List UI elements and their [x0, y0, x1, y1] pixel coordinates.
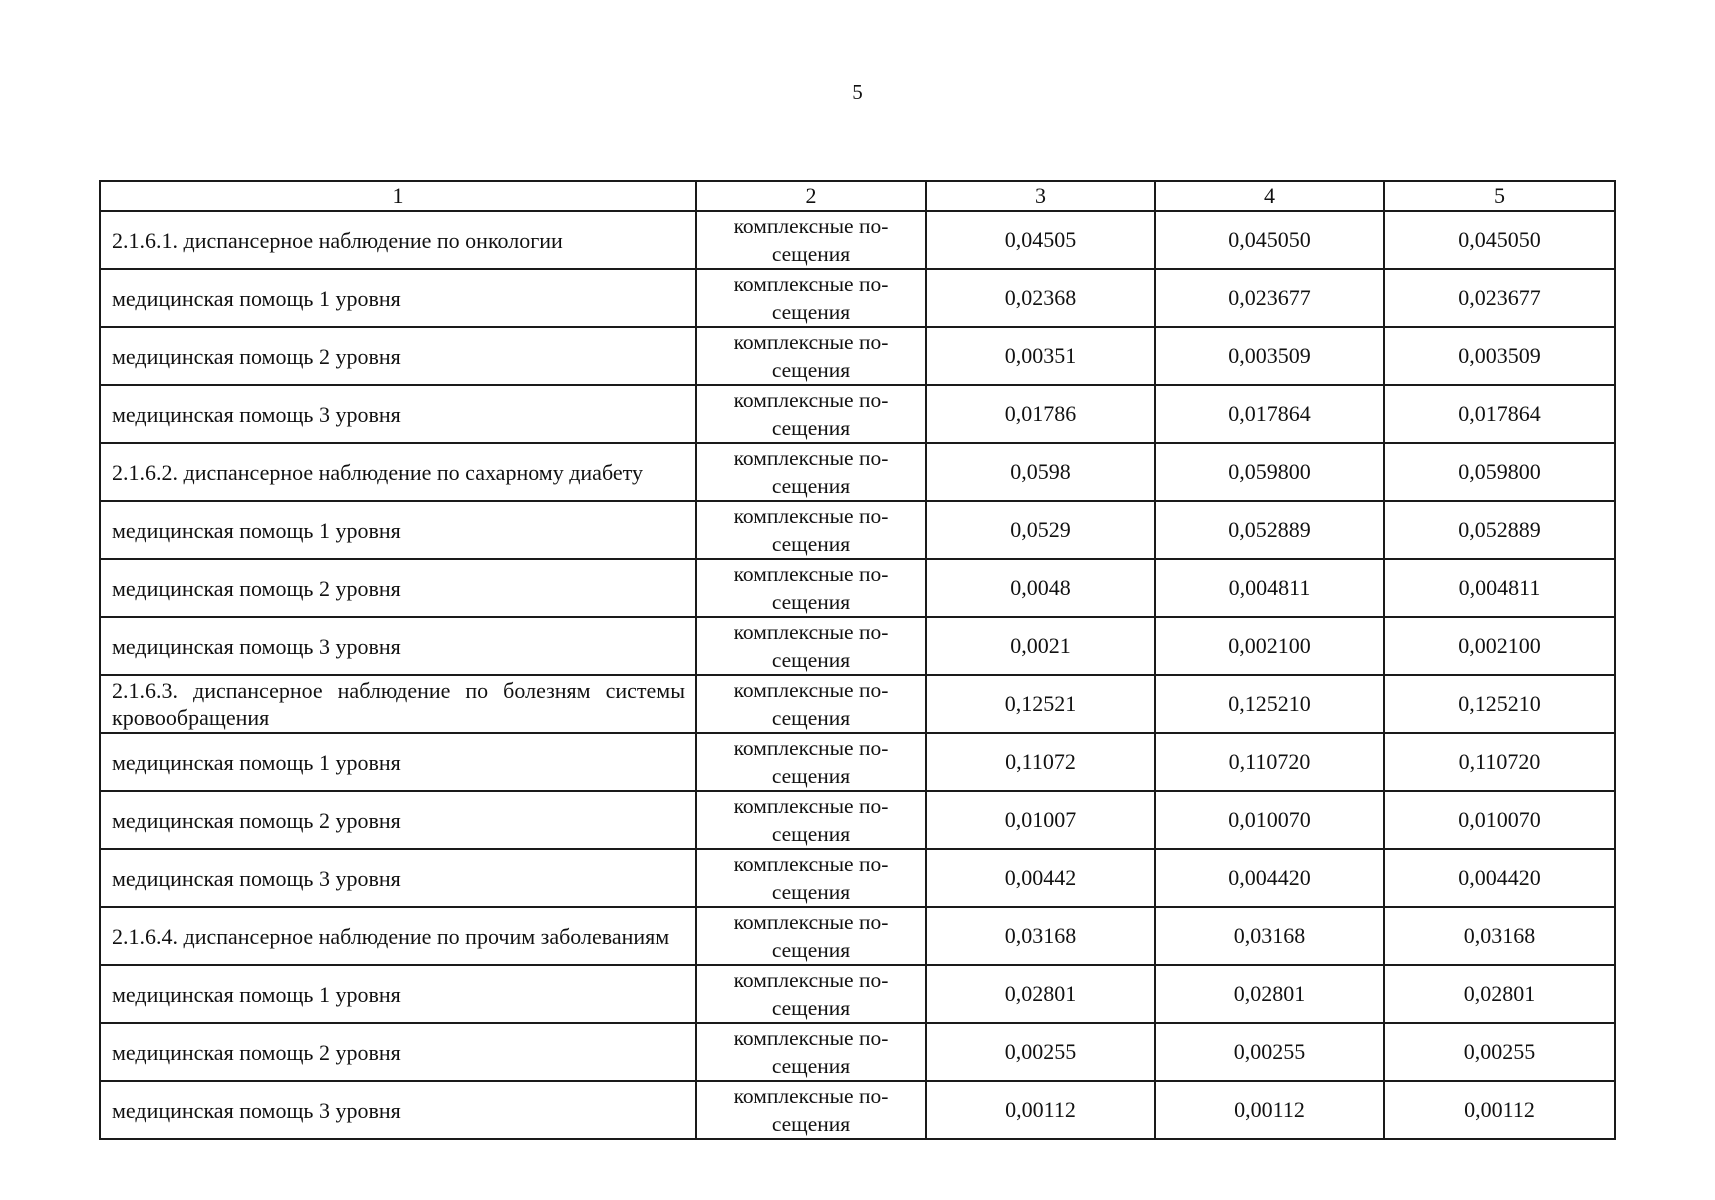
value-col-4: 0,00255: [1155, 1023, 1384, 1081]
unit-line-2: сещения: [771, 1112, 851, 1136]
value-col-4: 0,02801: [1155, 965, 1384, 1023]
unit-line-1: комплексные по-: [733, 1084, 889, 1108]
value-col-5: 0,052889: [1384, 501, 1615, 559]
table-row: [100, 965, 1615, 1023]
value-col-5: 0,125210: [1384, 675, 1615, 733]
unit-line-1: комплексные по-: [733, 272, 889, 296]
unit-cell: [696, 269, 926, 327]
unit-cell: [696, 965, 926, 1023]
header-col-4: 4: [1155, 181, 1384, 211]
header-col-2: 2: [696, 181, 926, 211]
unit-cell: [696, 443, 926, 501]
unit-line-2: сещения: [771, 590, 851, 614]
table-row: [100, 269, 1615, 327]
value-col-4: 0,023677: [1155, 269, 1384, 327]
unit-cell: [696, 501, 926, 559]
value-col-4: 0,003509: [1155, 327, 1384, 385]
unit-line-2: сещения: [771, 706, 851, 730]
value-col-3: 0,0598: [926, 443, 1155, 501]
value-col-4: 0,125210: [1155, 675, 1384, 733]
table-row: [100, 617, 1615, 675]
table-row: [100, 501, 1615, 559]
value-col-4: 0,059800: [1155, 443, 1384, 501]
row-name-cell: медицинская помощь 3 уровня: [100, 849, 696, 907]
header-col-3: 3: [926, 181, 1155, 211]
unit-cell: [696, 849, 926, 907]
value-col-3: 0,02368: [926, 269, 1155, 327]
table-row: [100, 1081, 1615, 1139]
row-name-cell: медицинская помощь 3 уровня: [100, 617, 696, 675]
value-col-4: 0,03168: [1155, 907, 1384, 965]
value-col-3: 0,00255: [926, 1023, 1155, 1081]
row-name-cell: медицинская помощь 3 уровня: [100, 1081, 696, 1139]
unit-line-1: комплексные по-: [733, 1026, 889, 1050]
value-col-5: 0,110720: [1384, 733, 1615, 791]
value-col-4: 0,002100: [1155, 617, 1384, 675]
row-name-cell: медицинская помощь 2 уровня: [100, 791, 696, 849]
table-row: [100, 733, 1615, 791]
value-col-4: 0,017864: [1155, 385, 1384, 443]
unit-line-1: комплексные по-: [733, 736, 889, 760]
row-name-cell: медицинская помощь 1 уровня: [100, 733, 696, 791]
value-col-3: 0,03168: [926, 907, 1155, 965]
row-name-cell: 2.1.6.1. диспансерное наблюдение по онкологии: [100, 211, 696, 269]
unit-line-1: комплексные по-: [733, 562, 889, 586]
header-col-5: 5: [1384, 181, 1615, 211]
unit-line-2: сещения: [771, 416, 851, 440]
unit-cell: [696, 211, 926, 269]
unit-line-1: комплексные по-: [733, 910, 889, 934]
unit-line-2: сещения: [771, 880, 851, 904]
row-name-cell: медицинская помощь 1 уровня: [100, 965, 696, 1023]
page-number: 5: [852, 80, 863, 104]
row-name-cell: медицинская помощь 2 уровня: [100, 327, 696, 385]
unit-cell: [696, 907, 926, 965]
unit-line-1: комплексные по-: [733, 446, 889, 470]
value-col-3: 0,02801: [926, 965, 1155, 1023]
value-col-5: 0,023677: [1384, 269, 1615, 327]
unit-line-2: сещения: [771, 996, 851, 1020]
unit-cell: [696, 1081, 926, 1139]
table-body: [100, 211, 1615, 1139]
table-row: [100, 1023, 1615, 1081]
unit-cell: [696, 791, 926, 849]
unit-line-2: сещения: [771, 938, 851, 962]
value-col-3: 0,11072: [926, 733, 1155, 791]
row-name-cell: медицинская помощь 1 уровня: [100, 269, 696, 327]
table-row: [100, 211, 1615, 269]
value-col-4: 0,110720: [1155, 733, 1384, 791]
value-col-3: 0,12521: [926, 675, 1155, 733]
unit-line-2: сещения: [771, 532, 851, 556]
table-row: [100, 443, 1615, 501]
value-col-5: 0,02801: [1384, 965, 1615, 1023]
unit-cell: [696, 1023, 926, 1081]
unit-line-1: комплексные по-: [733, 388, 889, 412]
unit-cell: [696, 733, 926, 791]
value-col-4: 0,004420: [1155, 849, 1384, 907]
unit-line-2: сещения: [771, 242, 851, 266]
unit-cell: [696, 675, 926, 733]
value-col-5: 0,002100: [1384, 617, 1615, 675]
table-row: [100, 327, 1615, 385]
unit-line-1: комплексные по-: [733, 852, 889, 876]
value-col-5: 0,010070: [1384, 791, 1615, 849]
value-col-3: 0,0048: [926, 559, 1155, 617]
unit-line-1: комплексные по-: [733, 794, 889, 818]
value-col-3: 0,01786: [926, 385, 1155, 443]
row-name-cell: 2.1.6.4. диспансерное наблюдение по прочим заболеваниям: [100, 907, 696, 965]
value-col-3: 0,00442: [926, 849, 1155, 907]
unit-line-2: сещения: [771, 358, 851, 382]
unit-line-1: комплексные по-: [733, 678, 889, 702]
value-col-3: 0,00351: [926, 327, 1155, 385]
unit-line-2: сещения: [771, 474, 851, 498]
row-name-cell: медицинская помощь 3 уровня: [100, 385, 696, 443]
unit-line-1: комплексные по-: [733, 504, 889, 528]
row-name-cell: медицинская помощь 2 уровня: [100, 1023, 696, 1081]
value-col-3: 0,0021: [926, 617, 1155, 675]
unit-cell: [696, 559, 926, 617]
row-name-cell: медицинская помощь 2 уровня: [100, 559, 696, 617]
unit-line-1: комплексные по-: [733, 968, 889, 992]
value-col-5: 0,00112: [1384, 1081, 1615, 1139]
unit-line-2: сещения: [771, 822, 851, 846]
table-row: [100, 849, 1615, 907]
value-col-5: 0,004420: [1384, 849, 1615, 907]
unit-line-2: сещения: [771, 300, 851, 324]
table-row: [100, 385, 1615, 443]
unit-line-1: комплексные по-: [733, 214, 889, 238]
value-col-3: 0,0529: [926, 501, 1155, 559]
value-col-5: 0,004811: [1384, 559, 1615, 617]
unit-line-2: сещения: [771, 764, 851, 788]
header-col-1: 1: [100, 181, 696, 211]
data-table: [99, 180, 1616, 1140]
value-col-4: 0,052889: [1155, 501, 1384, 559]
value-col-4: 0,004811: [1155, 559, 1384, 617]
table-row: [100, 675, 1615, 733]
value-col-4: 0,00112: [1155, 1081, 1384, 1139]
value-col-5: 0,045050: [1384, 211, 1615, 269]
unit-cell: [696, 617, 926, 675]
table-row: [100, 791, 1615, 849]
unit-line-2: сещения: [771, 648, 851, 672]
row-name-cell: 2.1.6.3. диспансерное наблюдение по болезням системы кровообращения: [100, 675, 696, 733]
value-col-3: 0,04505: [926, 211, 1155, 269]
value-col-5: 0,03168: [1384, 907, 1615, 965]
value-col-5: 0,00255: [1384, 1023, 1615, 1081]
value-col-5: 0,003509: [1384, 327, 1615, 385]
value-col-5: 0,059800: [1384, 443, 1615, 501]
value-col-3: 0,00112: [926, 1081, 1155, 1139]
row-name-cell: медицинская помощь 1 уровня: [100, 501, 696, 559]
value-col-3: 0,01007: [926, 791, 1155, 849]
header-row: [100, 181, 1615, 211]
row-name-cell: 2.1.6.2. диспансерное наблюдение по сахарному диабету: [100, 443, 696, 501]
value-col-4: 0,010070: [1155, 791, 1384, 849]
table-row: [100, 559, 1615, 617]
unit-line-1: комплексные по-: [733, 330, 889, 354]
value-col-4: 0,045050: [1155, 211, 1384, 269]
table-row: [100, 907, 1615, 965]
unit-cell: [696, 385, 926, 443]
table-header: [100, 181, 1615, 211]
unit-line-2: сещения: [771, 1054, 851, 1078]
unit-cell: [696, 327, 926, 385]
value-col-5: 0,017864: [1384, 385, 1615, 443]
unit-line-1: комплексные по-: [733, 620, 889, 644]
